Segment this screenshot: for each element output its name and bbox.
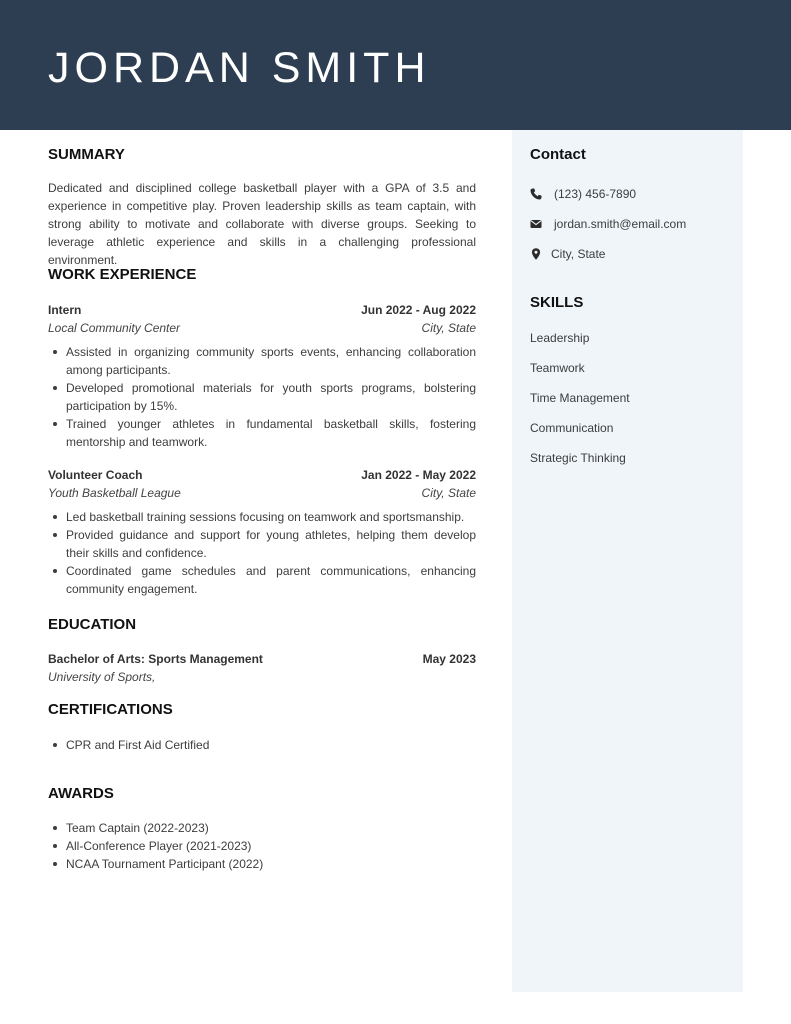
degree: Bachelor of Arts: Sports Management — [48, 652, 263, 666]
location-pin-icon — [530, 248, 542, 260]
school-row — [48, 668, 476, 686]
email-address: jordan.smith@email.com — [554, 217, 687, 231]
awards-list — [48, 819, 476, 873]
summary-heading: SUMMARY — [48, 146, 125, 163]
job-bullet-list — [48, 343, 476, 451]
job-title: Intern — [48, 303, 82, 317]
skills-heading: SKILLS — [530, 294, 584, 311]
location-text: City, State — [551, 247, 606, 261]
job-title: Volunteer Coach — [48, 468, 143, 482]
skill-item: Strategic Thinking — [530, 451, 626, 465]
list-item: Led basketball training sessions focusing on teamwork and sportsmanship. — [48, 508, 476, 526]
job-header-row — [48, 301, 476, 319]
school-name: University of Sports, — [48, 670, 156, 684]
job-header-row — [48, 466, 476, 484]
list-item: Provided guidance and support for young athletes, helping them develop their skills and confidence. — [48, 526, 476, 562]
job-location: City, State — [421, 486, 476, 500]
skill-item: Time Management — [530, 391, 630, 405]
education-heading: EDUCATION — [48, 616, 137, 633]
header-banner — [0, 0, 791, 130]
skill-item: Teamwork — [530, 361, 585, 375]
work-experience-heading: WORK EXPERIENCE — [48, 266, 197, 283]
phone-number: (123) 456-7890 — [554, 187, 637, 201]
job-location: City, State — [421, 321, 476, 335]
job-org-row — [48, 319, 476, 337]
certifications-list — [48, 736, 476, 754]
education-row — [48, 650, 476, 668]
list-item: Developed promotional materials for youth sports programs, bolstering participation by 15%. — [48, 379, 476, 415]
list-item: NCAA Tournament Participant (2022) — [48, 855, 476, 873]
list-item: CPR and First Aid Certified — [48, 736, 476, 754]
list-item: Team Captain (2022-2023) — [48, 819, 476, 837]
summary-text: Dedicated and disciplined college basketball player with a GPA of 3.5 and experience in competitive play. Proven leadership skills as team captain, with strong ability to motivate and collaborate with diverse groups. Seeking to leverage athletic experience and skills in a challenging professional environment. — [48, 181, 476, 267]
candidate-name: JORDAN SMITH — [48, 44, 431, 92]
list-item: Assisted in organizing community sports events, enhancing collaboration among participants. — [48, 343, 476, 379]
contact-heading: Contact — [530, 146, 586, 163]
job-org-row — [48, 484, 476, 502]
job-bullet-list — [48, 508, 476, 598]
phone-icon — [530, 188, 542, 200]
job-dates: Jun 2022 - Aug 2022 — [361, 303, 476, 317]
graduation-date: May 2023 — [422, 652, 476, 666]
awards-heading: AWARDS — [48, 785, 114, 802]
list-item: Coordinated game schedules and parent communications, enhancing community engagement. — [48, 562, 476, 598]
job-organization: Local Community Center — [48, 321, 181, 335]
certifications-heading: CERTIFICATIONS — [48, 701, 173, 718]
sidebar-panel — [512, 130, 743, 992]
job-dates: Jan 2022 - May 2022 — [361, 468, 476, 482]
list-item: All-Conference Player (2021-2023) — [48, 837, 476, 855]
list-item: Trained younger athletes in fundamental basketball skills, fostering mentorship and teamwork. — [48, 415, 476, 451]
skill-item: Communication — [530, 421, 614, 435]
skill-item: Leadership — [530, 331, 590, 345]
email-icon — [530, 218, 542, 230]
job-organization: Youth Basketball League — [48, 486, 181, 500]
